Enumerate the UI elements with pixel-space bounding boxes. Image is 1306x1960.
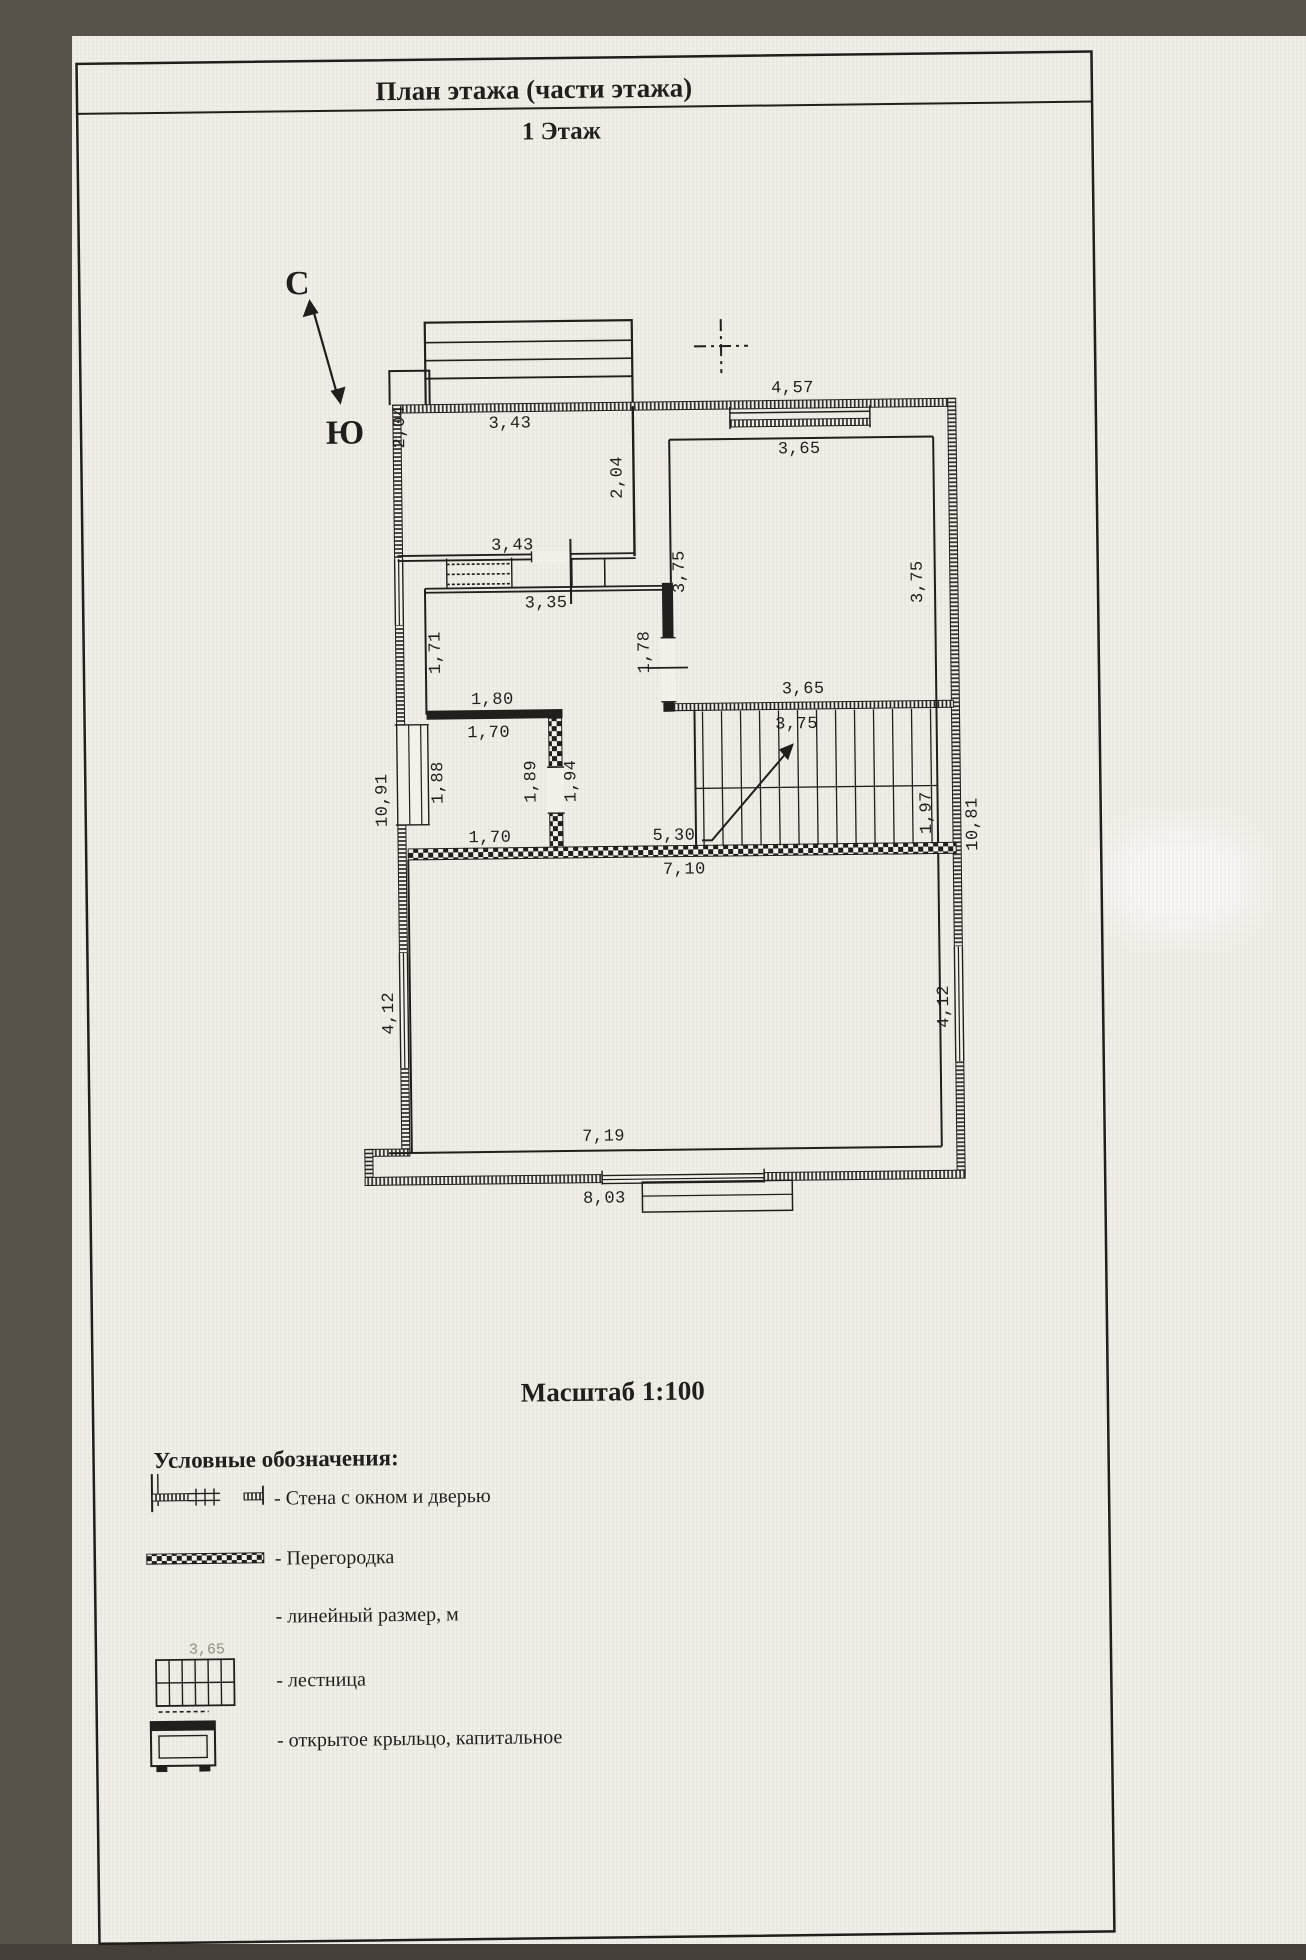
dim-vestibule-left: 2,04 — [390, 405, 411, 449]
scale-label: Масштаб 1:100 — [520, 1375, 706, 1408]
dim-hall-top: 3,35 — [524, 593, 568, 614]
dim-small-room-right: 1,89 — [522, 759, 542, 803]
legend-symbol-partition — [147, 1553, 264, 1564]
compass-north-label: С — [284, 265, 310, 303]
dim-bottom-room-right: 4,12 — [934, 984, 955, 1028]
dim-right-room-right: 3,75 — [908, 560, 929, 604]
dim-small-room-left: 1,88 — [429, 761, 449, 805]
legend-label-partition: - Перегородка — [274, 1546, 395, 1570]
dim-stairs: 3,75 — [775, 714, 819, 735]
window-left-middle — [395, 725, 430, 825]
dim-below-bottom-partition: 7,10 — [662, 860, 706, 880]
dim-left-side-outer: 10,91 — [373, 773, 393, 828]
dim-top-wall-right: 4,57 — [771, 378, 815, 399]
legend-title: Условные обозначения: — [153, 1445, 399, 1474]
dim-bottom-room-bottom: 7,19 — [582, 1127, 626, 1147]
legend-label-wall-window-door: - Стена с окном и дверью — [273, 1484, 491, 1510]
dim-small-room-top: 1,70 — [467, 723, 511, 744]
dim-right-room-top: 3,65 — [777, 439, 821, 460]
dim-building-bottom: 8,03 — [582, 1189, 626, 1209]
partition-small-room-top — [426, 709, 562, 720]
dim-stairs-right: 1,97 — [917, 791, 937, 835]
dim-hall-door: 1,78 — [635, 630, 656, 674]
vestibule-door-opening — [532, 551, 571, 562]
dim-right-room-left: 3,75 — [670, 550, 691, 594]
legend-label-stairs: - лестница — [276, 1668, 367, 1692]
dim-above-partition: 1,80 — [470, 690, 514, 711]
page-title: План этажа (части этажа) — [375, 72, 693, 107]
dim-above-bottom-partition: 5,30 — [652, 826, 696, 846]
dim-vestibule-top: 3,43 — [488, 414, 532, 434]
legend-dim-example: 3,65 — [188, 1641, 226, 1659]
dim-right-side-outer: 10,81 — [963, 797, 984, 851]
legend-label-linear-dimension: - линейный размер, м — [275, 1603, 459, 1628]
floor-subtitle: 1 Этаж — [521, 117, 602, 146]
dim-bottom-room-left: 4,12 — [379, 991, 400, 1035]
dim-small-room-bottom: 1,70 — [468, 828, 512, 849]
compass-south-label: Ю — [325, 414, 365, 452]
window-left-upper — [393, 559, 406, 625]
dim-vestibule-bottom: 3,43 — [490, 536, 534, 556]
legend-label-porch: - открытое крыльцо, капитальное — [276, 1726, 563, 1752]
hall-right-door-opening — [661, 638, 677, 702]
dim-hall-left: 1,71 — [426, 631, 447, 675]
dim-stairs-top: 3,65 — [781, 679, 825, 700]
window-bottom-room-right — [952, 946, 965, 1061]
dim-checker-wall-right: 1,94 — [562, 759, 582, 803]
scan-texture — [72, 36, 1306, 1948]
dim-vestibule-right: 2,04 — [608, 455, 628, 499]
